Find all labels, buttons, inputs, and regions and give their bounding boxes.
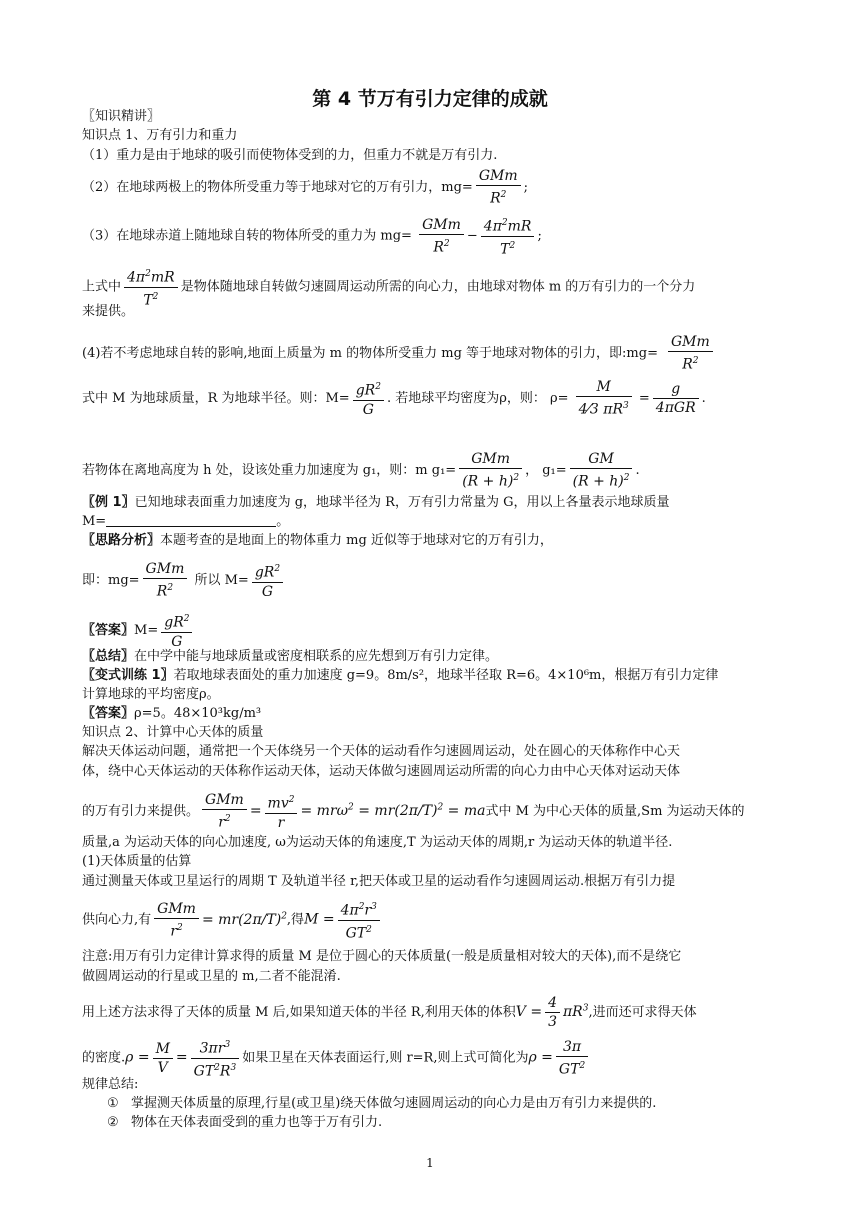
formula-gmm-r2-b: $\frac{\text{GMm}}{R^2}$ <box>419 216 464 257</box>
variant1-text: 若取地球表面处的重力加速度 g=9。8m/s²，地球半径取 R=6。4×10⁶m，根据万有引力定律 <box>173 668 719 683</box>
formula-gr2-g-c: $\frac{gR^2}{G}$ <box>161 610 192 651</box>
answer1-prefix: M= <box>134 622 159 638</box>
kp1-height-g1: ， g₁= <box>525 462 567 478</box>
kp1-item3-text: （3）在地球赤道上随地球自转的物体所受的重力为 mg= <box>82 228 412 244</box>
formula-gr2-g: $\frac{gR^2}{G}$ <box>353 378 384 419</box>
kp1-item3: （3）在地球赤道上随地球自转的物体所受的重力为 mg= $\frac{\text{GMm}}{R^2}$ − $\frac{4\pi^2mR}{T^2}$ ; <box>82 214 542 258</box>
kp2-p6-mid: ,得 <box>286 912 305 928</box>
kp2-p3: 的万有引力来提供。 $\frac{\text{GMm}}{r^2}$ = $\frac{mv^2}{r}$ = $mr\omega^2 = mr(2\pi/T)^2$ = ma式中 M 为中心天体的质量,Sm 为运动天体的 <box>82 792 745 831</box>
kp2-p8: 的密度.ρ = $\frac{M}{V}$ = $\frac{3\pi r^3}{GT^2R^3}$ 如果卫星在天体表面运行,则 r=R,则上式可简化为ρ = $\frac{3\pi}{GT^2}$ <box>82 1036 591 1080</box>
page-title: 第 4 节万有引力定律的成就 <box>312 88 548 110</box>
kp1-item4 <box>82 333 716 374</box>
example1-label: 〖例 1〗 <box>82 495 135 510</box>
kp2-sub1: (1)天体质量的估算 <box>82 854 192 869</box>
kp1-item4-text: (4)若不考虑地球自转的影响,地面上质量为 m 的物体所受重力 mg 等于地球对物体的引力，即:mg= <box>82 345 658 361</box>
rules-heading: 规律总结: <box>82 1077 139 1092</box>
analysis-line <box>82 532 553 550</box>
formula-density: $\frac{M}{4⁄3 \pi R^3}$ <box>576 378 632 419</box>
formula-mass: $\frac{4\pi^2r^3}{GT^2}$ <box>338 898 380 942</box>
variant1-answer-label: 〖答案〗 <box>82 706 135 721</box>
analysis-formula-prefix: 即：mg= <box>82 572 140 588</box>
kp2-note2: 做圆周运动的行星或卫星的 m,二者不能混淆. <box>82 969 341 984</box>
analysis-label: 〖思路分析〗 <box>82 533 161 548</box>
page-number: 1 <box>426 1156 434 1170</box>
formula-gm-rh: $\frac{GM}{(R + h)^2}$ <box>570 450 633 491</box>
summary-line <box>82 648 498 666</box>
analysis-so: 所以 M= <box>194 572 249 588</box>
variant1-text2: 计算地球的平均密度ρ。 <box>82 687 220 702</box>
kp2-p4: 质量,a 为运动天体的向心加速度, ω为运动天体的角速度,T 为运动天体的周期,r 为运动天体的轨道半径. <box>82 835 673 850</box>
kp1-height: 若物体在离地高度为 h 处，设该处重力加速度为 g₁，则：m g₁= $\frac{\text{GMm}}{(R + h)^2}$ ， g₁= $\frac{GM}{(R + h)^2}$ . <box>82 451 640 490</box>
kp2-p7-prefix: 用上述方法求得了天体的质量 M 后,如果知道天体的半径 R,利用天体的体积 <box>82 1005 516 1020</box>
variant1-line <box>82 667 718 685</box>
formula-gmm-r2-c: $\frac{\text{GMm}}{R^2}$ <box>668 333 713 374</box>
kp1-formula-m: 式中 M 为地球质量，R 为地球半径。则：M= $\frac{gR^2}{G}$ . 若地球平均密度为ρ，则： ρ= $\frac{M}{4⁄3 \pi R^3}$ = $\frac{g}{\text{4πGR}}$ . <box>82 379 706 418</box>
kp1-heading: 知识点 1、万有引力和重力 <box>82 128 238 143</box>
rule1 <box>107 1095 656 1113</box>
kp2-p6-prefix: 供向心力,有 <box>82 912 152 928</box>
formula-rho-full: $\frac{3\pi r^3}{GT^2R^3}$ <box>191 1036 240 1080</box>
kp1-above-text: 是物体随地球自转做匀速圆周运动所需的向心力，由地球对物体 m 的万有引力的一个分力 <box>180 279 696 295</box>
kp2-p2: 体，绕中心天体运动的天体称作运动天体，运动天体做匀速圆周运动所需的向心力由中心天体对运动天体 <box>82 764 681 779</box>
variant1-answer <box>82 705 261 723</box>
section-tag: 〖知识精讲〗 <box>82 109 161 124</box>
variant1-label: 〖变式训练 1〗 <box>82 668 174 683</box>
kp2-p5: 通过测量天体或卫星运行的周期 T 及轨道半径 r,把天体或卫星的运动看作匀速圆周运动.根据万有引力提 <box>82 874 676 889</box>
kp2-heading: 知识点 2、计算中心天体的质量 <box>82 725 264 740</box>
kp2-p8-mid: 如果卫星在天体表面运行,则 r=R,则上式可简化为 <box>242 1050 529 1066</box>
formula-gmm-r2: $\frac{\text{GMm}}{R^2}$ <box>476 167 521 208</box>
rule1-num: ① <box>107 1096 119 1111</box>
kp1-above <box>82 265 695 309</box>
kp1-height-text: 若物体在离地高度为 h 处，设该处重力加速度为 g₁，则：m g₁= <box>82 462 457 478</box>
answer1-label: 〖答案〗 <box>82 622 135 638</box>
rule2-text: 物体在天体表面受到的重力也等于万有引力. <box>131 1115 383 1130</box>
answer-blank[interactable] <box>106 514 276 527</box>
rule2 <box>107 1114 382 1132</box>
kp1-density-text: . 若地球平均密度为ρ，则： ρ= <box>386 390 569 406</box>
kp2-p6: 供向心力,有 $\frac{\text{GMm}}{r^2}$ = $mr(2\pi/T)^2$,得M = $\frac{4\pi^2r^3}{GT^2}$ <box>82 898 383 942</box>
kp1-above-cont: 来提供。 <box>82 304 135 319</box>
formula-rho-simple: $\frac{3\pi}{GT^2}$ <box>556 1038 588 1079</box>
kp1-item2-text: （2）在地球两极上的物体所受重力等于地球对它的万有引力，mg= <box>82 179 473 195</box>
kp1-formula-m-prefix: 式中 M 为地球质量，R 为地球半径。则：M= <box>82 390 350 406</box>
kp2-p8-prefix: 的密度. <box>82 1050 126 1066</box>
kp2-p7: 用上述方法求得了天体的质量 M 后,如果知道天体的半径 R,利用天体的体积V = $\frac{4}{3}$ $\pi R^3$,进而还可求得天体 <box>82 995 697 1030</box>
example1-answer-line: M= 。 <box>82 514 290 529</box>
kp1-item1: （1）重力是由于地球的吸引而使物体受到的力，但重力不就是万有引力. <box>82 148 498 163</box>
summary-label: 〖总结〗 <box>82 649 135 664</box>
analysis-formula <box>82 560 286 601</box>
formula-centripetal-b: $\frac{4\pi^2mR}{T^2}$ <box>124 265 178 309</box>
kp1-above-prefix: 上式中 <box>82 279 122 295</box>
kp2-p3-suffix: 式中 M 为中心天体的质量,Sm 为运动天体的 <box>485 803 745 819</box>
formula-rho-mv: $\frac{M}{V}$ <box>153 1040 173 1077</box>
formula-volume: $\frac{4}{3}$ <box>545 994 560 1031</box>
formula-gmm-r2-d: $\frac{\text{GMm}}{R^2}$ <box>143 560 188 601</box>
rule2-num: ② <box>107 1115 119 1130</box>
kp1-item2: （2）在地球两极上的物体所受重力等于地球对它的万有引力，mg= $\frac{\text{GMm}}{R^2}$ ; <box>82 168 529 207</box>
kp2-p3-prefix: 的万有引力来提供。 <box>82 803 200 819</box>
example1-blank-prefix: M= <box>82 514 107 529</box>
kp2-note1: 注意:用万有引力定律计算求得的质量 M 是位于圆心的天体质量(一般是质量相对较大的天体),而不是绕它 <box>82 949 682 964</box>
summary-text: 在中学中能与地球质量或密度相联系的应先想到万有引力定律。 <box>134 649 499 664</box>
formula-gmm-rh: $\frac{\text{GMm}}{(R + h)^2}$ <box>459 450 522 491</box>
formula-centripetal: $\frac{4\pi^2mR}{T^2}$ <box>481 214 535 258</box>
example1-line <box>82 494 669 512</box>
analysis-text: 本题考查的是地面上的物体重力 mg 近似等于地球对它的万有引力， <box>160 533 553 548</box>
kp2-p7-suffix: ,进而还可求得天体 <box>588 1005 697 1020</box>
formula-gr2-g-b: $\frac{gR^2}{G}$ <box>252 560 283 601</box>
formula-mv2-r: $\frac{mv^2}{r}$ <box>265 791 298 832</box>
variant1-answer-text: ρ=5。48×10³kg/m³ <box>134 706 262 721</box>
rule1-text: 掌握测天体质量的原理,行星(或卫星)绕天体做匀速圆周运动的向心力是由万有引力来提供的. <box>131 1096 657 1111</box>
formula-density-b: $\frac{g}{\text{4πGR}}$ <box>653 380 699 417</box>
kp2-p1: 解决天体运动问题，通常把一个天体绕另一个天体的运动看作匀速圆周运动，处在圆心的天体称作中心天 <box>82 744 681 759</box>
formula-gmm-r2-f: $\frac{\text{GMm}}{r^2}$ <box>154 900 199 941</box>
answer1-line <box>82 610 195 651</box>
formula-gmm-r2-e: $\frac{\text{GMm}}{r^2}$ <box>202 791 247 832</box>
example1-text: 已知地球表面重力加速度为 g，地球半径为 R，万有引力常量为 G，用以上各量表示地球质量 <box>134 495 670 510</box>
